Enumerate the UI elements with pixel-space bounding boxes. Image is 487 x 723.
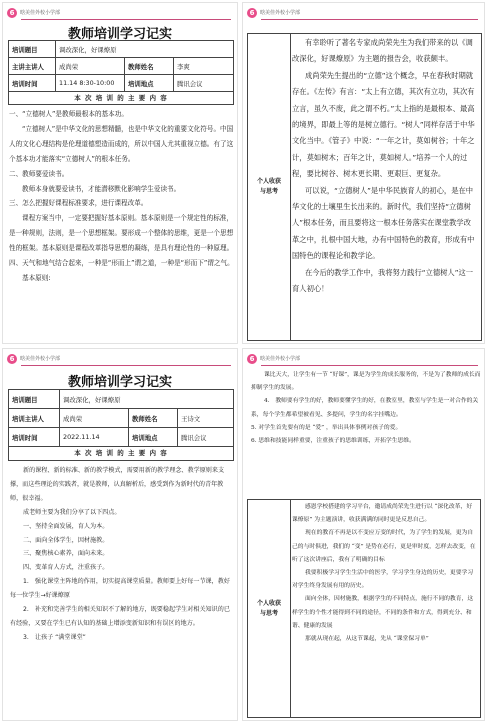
reflection-paragraph: 成尚荣先生提出的“立德”这个概念，早在春秋时期就存在。《左传》有言：“太上有立德，其次有立功，其次有立言，虽久不废，此之谓不朽。”太上指的是最根本、最高的境界，即最上等的是树立德行。“树人”同样存活于中华文化当中。《管子》中说：“一年之计，莫如树谷；十年之计，莫如树木；百年之计，莫如树人。”培养一个人的过程，要比树谷、树木更长期、更艰巨、更复杂。 — [292, 70, 475, 179]
reflection-paragraph: 可以说，“立德树人”是中华民族育人的初心，是在中华文化的土壤里生长出来的。新时代，我们坚持“立德树人”根本任务，而且要将这一根本任务落实在课堂教学改革之中，扎根中国大地，办有中国特色的教育，形成有中国特色的课程论和教学论。 — [292, 185, 475, 261]
content-paragraph: 四、天气和地气结合起来，一种是“形而上”谓之道，一种是“形而下”谓之气。 — [9, 259, 234, 268]
speaker-label: 主讲主讲人 — [9, 58, 56, 75]
info-table — [8, 389, 234, 447]
page-title: 教师培训学习记实 — [67, 375, 172, 390]
school-name: 晗美佳外校小学部 — [260, 10, 301, 16]
time-label: 培训时间 — [9, 75, 56, 92]
school-logo-icon: 6 — [7, 354, 17, 364]
topic-label: 培训题目 — [9, 41, 56, 58]
header-divider — [261, 365, 478, 366]
content-paragraph: 四、变革育人方式，注重孩子。 — [23, 564, 109, 572]
content-paragraph: 三、聚焦核心素养，面向未来。 — [23, 550, 109, 558]
reflection-label — [248, 500, 291, 717]
content-paragraph: 二、面向全体学生，因材施教。 — [23, 536, 109, 544]
section-heading: 本 次 培 训 的 主 要 内 容 — [8, 446, 234, 461]
content-paragraph: 1. 强化课堂主阵地的作用，切实提高课堂质量。教师要上好每一节课，教好每一位学生→好课燎原 — [10, 578, 230, 600]
record-page-1 — [2, 2, 238, 344]
content-body — [9, 107, 234, 343]
content-paragraph: 成老师主要为我们分享了以下四点。 — [23, 508, 121, 516]
content-paragraph: 课比天大，让学生有一节 “好课”，课是为学生的成长服务的，不是为了教师的成长而抑制学生的发展。 — [251, 372, 481, 392]
content-paragraph: 一、“立德树人”是教师最根本的基本功。 — [9, 110, 128, 118]
time-value: 11.14 8:30-10:00 — [56, 75, 125, 92]
topic-value: 调改深化，好课燎原 — [56, 41, 234, 58]
page-header — [7, 6, 60, 19]
place-label: 培训地点 — [129, 428, 178, 447]
reflection-paragraph: 现在的教育不再是以不变应万变的时代，为了学生的发展，更为自己的与时俱进，我们的 “变” 是势在必行，更是审时度，怎样去改变，在听了这次讲座后，我有了明确的目标 — [292, 530, 476, 563]
school-name: 晗美佳外校小学部 — [20, 10, 61, 16]
reflection-label-line: 个人收获 — [256, 599, 281, 607]
reflection-paragraph: 有幸聆听了著名专家成尚荣先生为我们带来的以《调改深化，好课燎原》为主题的报告会，收获颇丰。 — [292, 38, 473, 64]
header-divider — [21, 365, 231, 366]
place-label: 培训地点 — [125, 75, 174, 92]
continued-content — [251, 369, 481, 497]
header-divider — [261, 19, 478, 20]
reflection-paragraph: 在今后的教学工作中，我将努力践行“立德树人”这一育人初心！ — [292, 267, 474, 294]
reflection-paragraph: 那就从现在起，从这节课起，先从 “课堂保习单” — [305, 636, 429, 643]
content-paragraph: 基本原则: — [22, 273, 51, 282]
content-paragraph: 二、教师要爱读书。 — [9, 169, 69, 178]
reflection-label-line: 与思考 — [259, 609, 278, 617]
content-paragraph: 教师本身就要爱读书，才能潜移默化影响学生爱读书。 — [22, 184, 181, 193]
info-table — [8, 40, 234, 92]
reflection-paragraph: 感恩学校搭建的学习平台，邀请成尚荣先生进行以 “深化改革，好课燎原” 为主题演讲，收获满满的同时更是反思自己。 — [292, 504, 473, 524]
content-paragraph: 3. 让孩子 “满堂课堂” — [23, 633, 86, 641]
reflection-paragraph: 我要积极学习学生生活中的医学，学习学生身边的历史，更要学习对学生终身发展有用的历史。 — [292, 570, 474, 590]
content-body — [10, 464, 233, 719]
teacher-value: 李爽 — [174, 58, 234, 75]
teacher-value: 王诗文 — [178, 409, 234, 428]
time-label: 培训时间 — [9, 428, 60, 447]
school-logo-icon: 6 — [7, 8, 17, 18]
page-title: 教师培训学习记实 — [67, 27, 172, 42]
content-paragraph: 2. 补充和完善学生的相关知识不了解的地方，既要稳起学生对相关知识的已有经验，又要在学生已有认知的基础上增添变新知识和有误区的地方。 — [10, 606, 230, 627]
school-name: 晗美佳外校小学部 — [260, 356, 301, 362]
content-paragraph: 4. 教师要有学生的好，教师要懂学生的好，在教室里，教室与学生是一对合作的关系，每个学生都希望被看见、多提问，学生的名字挂嘴边。 — [251, 398, 479, 418]
page-header — [247, 6, 300, 19]
place-value: 腾讯会议 — [174, 75, 234, 92]
time-value: 2022.11.14 — [60, 428, 129, 447]
reflection-text — [292, 35, 478, 339]
section-heading: 本 次 培 训 的 主 要 内 容 — [8, 91, 234, 105]
reflection-box — [247, 33, 482, 341]
header-divider — [21, 19, 231, 20]
topic-value: 调改深化，好课燎原 — [60, 390, 234, 409]
page-header — [7, 352, 60, 365]
content-paragraph: 新的课程、新的标准、新的教学模式，需要用新的教学理念、教学原则来支撑，而这些理论的实践者，就是教师，认真解析后，感受到作为新时代的青年教师，很幸福。 — [10, 467, 225, 502]
topic-label: 培训题目 — [9, 390, 60, 409]
speaker-value: 成尚荣 — [60, 409, 129, 428]
school-logo-icon: 6 — [247, 8, 257, 18]
school-logo-icon: 6 — [247, 354, 257, 364]
content-paragraph: 一、坚持全面发展，育人为本。 — [23, 522, 109, 530]
reflection-label-line: 个人收获 — [256, 178, 281, 185]
content-paragraph: “立德树人”是中华文化的思想精髓，也是中华文化的重要文化符号。中国人的文化心理结构是伦理道德塑造而成的，所以中国人尤其重视立德。有了这个基本功才能落实“立德树人”的根本任务。 — [9, 124, 234, 163]
record-page-4 — [242, 348, 485, 721]
school-name: 晗美佳外校小学部 — [20, 356, 61, 362]
speaker-label: 培训主讲人 — [9, 409, 60, 428]
place-value: 腾讯会议 — [178, 428, 234, 447]
reflection-label — [248, 34, 291, 340]
content-paragraph: 课程方案当中，一定要把握好基本原则。基本原则是一个规定性的标准，是一种规则，法则，是一个思想框架。要形成一个整体的思维，更是一个思想性的框架。基本原则是课程改革指导思想的凝练，是具有理论性的一种原理。 — [9, 214, 234, 253]
teacher-label: 教师姓名 — [129, 409, 178, 428]
reflection-text — [292, 501, 477, 716]
reflection-label-line: 与思考 — [259, 188, 278, 195]
page-header — [247, 352, 300, 365]
content-paragraph: 三、怎么把握好课程标准要求，进行课程改革。 — [9, 199, 148, 208]
reflection-box — [247, 499, 481, 718]
record-page-2 — [242, 2, 485, 344]
content-paragraph: 6. 思维和技能同样重要，注重孩子的思维训练，开拓学生思维。 — [251, 438, 415, 445]
speaker-value: 成尚荣 — [56, 58, 125, 75]
record-page-3 — [2, 348, 238, 721]
teacher-label: 教师姓名 — [125, 58, 174, 75]
content-paragraph: 5. 对学生首先要有的是 “爱” ，举出具体事例对孩子的爱。 — [251, 424, 402, 431]
reflection-paragraph: 面向全体，因材施教，根据学生的不同特点，施行不同的教育，这样学生的个性才能得到不同的途径，不同的条件和方式，得到充分、和谐、健康的发展 — [292, 596, 474, 629]
